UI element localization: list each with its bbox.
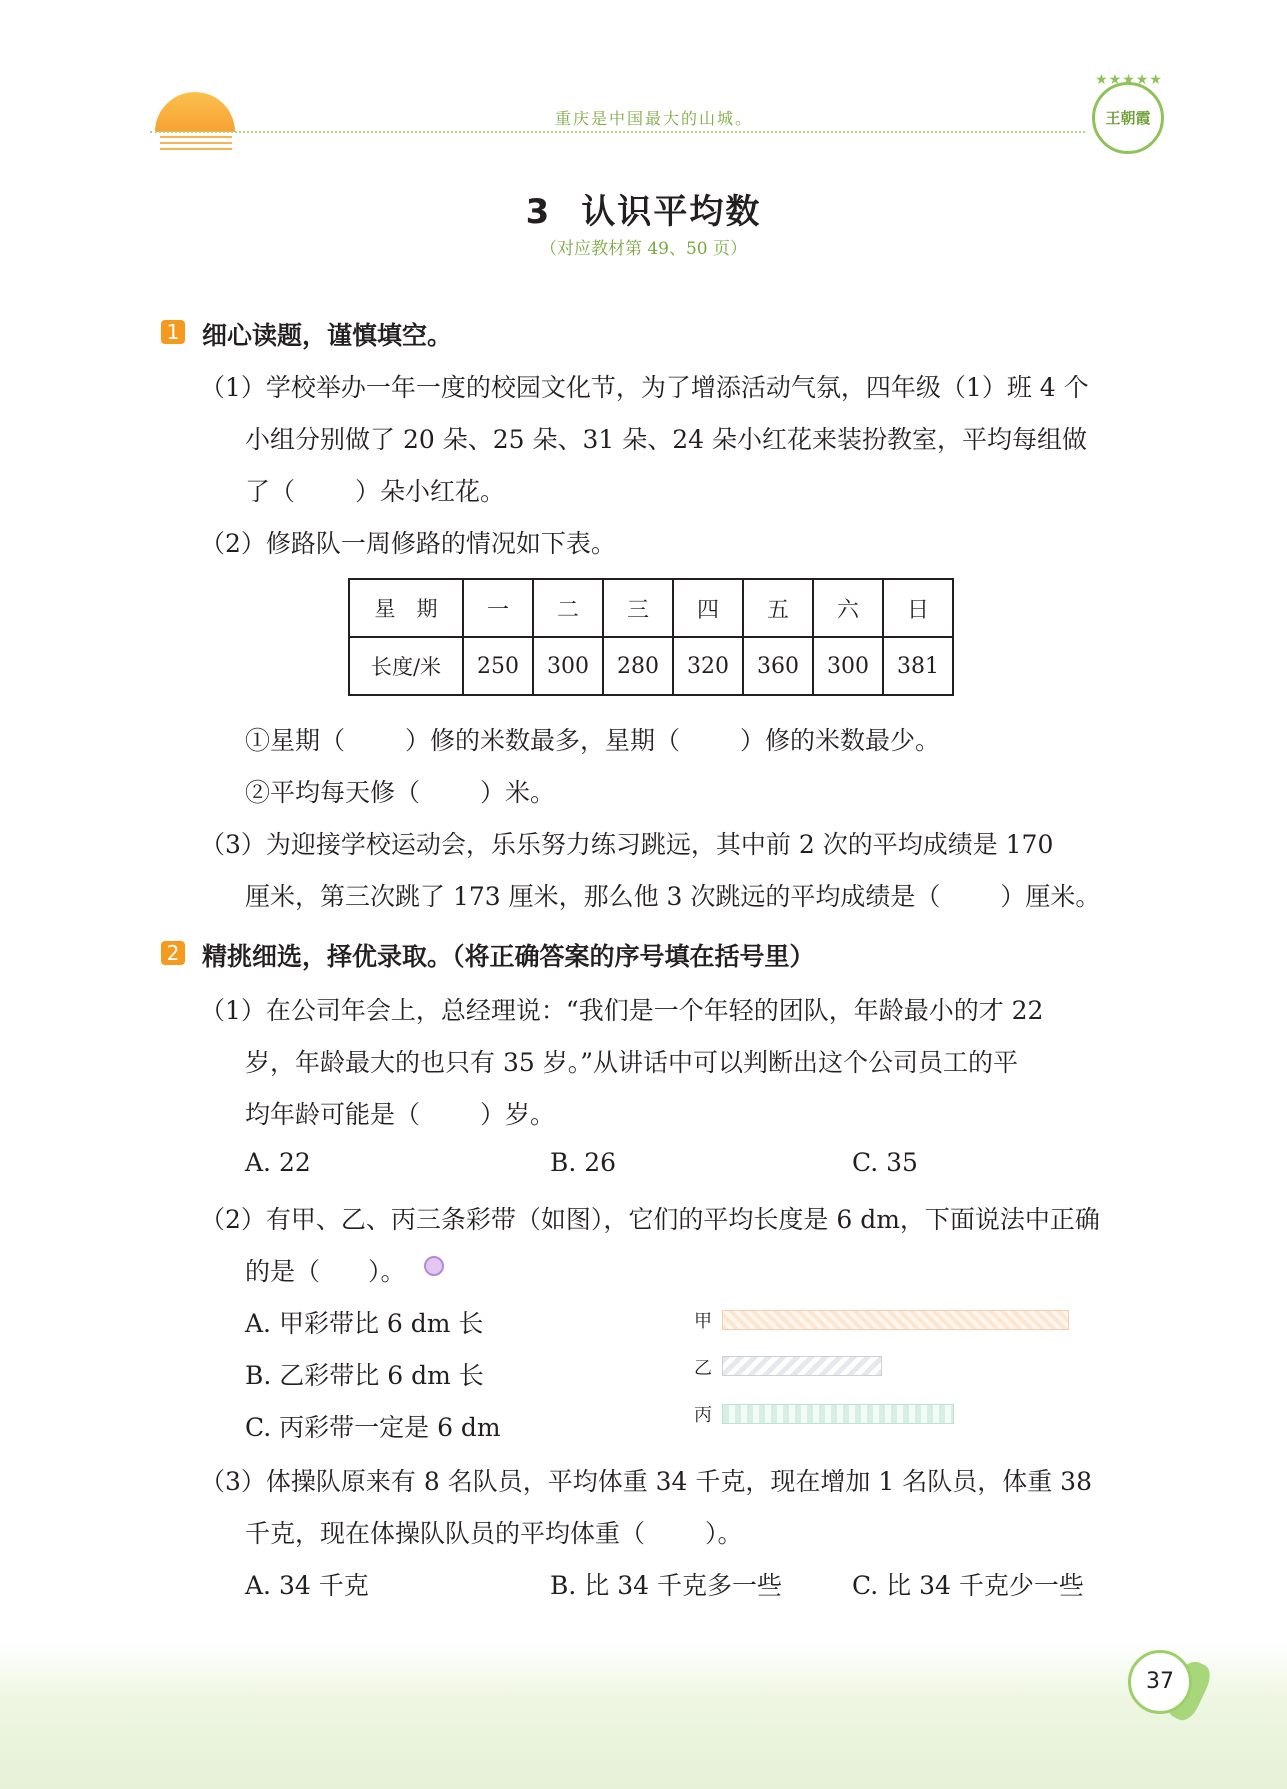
s2-q1-line1: （1）在公司年会上，总经理说：“我们是一个年轻的团队，年龄最小的才 22 — [200, 996, 1044, 1025]
table-row — [349, 637, 953, 695]
table-cell: 360 — [743, 637, 813, 695]
table-cell: 300 — [813, 637, 883, 695]
s2-q1-line2: 岁，年龄最大的也只有 35 岁。”从讲话中可以判断出这个公司员工的平 — [245, 1048, 1018, 1077]
table-row — [349, 579, 953, 637]
s1-q1-line2: 小组分别做了 20 朵、25 朵、31 朵、24 朵小红花来装扮教室，平均每组做 — [245, 425, 1087, 454]
s1-q2-intro: （2）修路队一周修路的情况如下表。 — [200, 529, 616, 558]
road-table — [348, 578, 954, 696]
ribbon-bing — [722, 1404, 954, 1424]
table-cell: 一 — [463, 579, 533, 637]
s1-q2-sub1-text-a: ①星期（ — [245, 726, 346, 755]
section2-title: 精挑细选，择优录取。（将正确答案的序号填在括号里） — [202, 942, 815, 971]
s1-q1-line3 — [245, 472, 505, 508]
section2-badge: 2 — [161, 941, 185, 965]
s2-q1-option-c: C. 35 — [852, 1148, 918, 1177]
hint-bulb-icon[interactable] — [424, 1256, 444, 1276]
ribbon-yi — [722, 1356, 882, 1376]
s2-q3-option-c: C. 比 34 千克少一些 — [852, 1571, 1084, 1600]
header-divider — [150, 131, 1085, 133]
s2-q3-option-a: A. 34 千克 — [245, 1571, 369, 1600]
s2-q1-option-a: A. 22 — [245, 1148, 311, 1177]
section1-badge: 1 — [161, 320, 185, 344]
s2-q1-option-b: B. 26 — [550, 1148, 617, 1177]
s2-q1-line3 — [245, 1095, 555, 1131]
brand-logo: 王朝霞 — [1092, 82, 1164, 154]
s1-q3-line2 — [245, 877, 1100, 913]
s2-q3-line2 — [245, 1514, 743, 1550]
footer-band — [0, 1640, 1287, 1789]
table-cell: 六 — [813, 579, 883, 637]
table-header-cell: 长度/米 — [349, 637, 463, 695]
s1-q2-sub1-text-c: ）修的米数最少。 — [740, 726, 941, 755]
title-number: 3 — [525, 192, 552, 232]
s2-q3-text-b: ）。 — [705, 1519, 743, 1548]
header-text: 重庆是中国最大的山城。 — [555, 109, 754, 128]
title-text: 认识平均数 — [581, 192, 762, 232]
ribbon-label-bing: 丙 — [694, 1405, 712, 1426]
s1-q2-sub2-text-a: ②平均每天修（ — [245, 778, 421, 807]
s2-q3-text-a: 千克，现在体操队队员的平均体重（ — [245, 1519, 646, 1548]
s2-q2-line1: （2）有甲、乙、丙三条彩带（如图），它们的平均长度是 6 dm，下面说法中正确 — [200, 1205, 1100, 1234]
ribbon-jia — [722, 1310, 1069, 1330]
table-cell: 250 — [463, 637, 533, 695]
table-cell: 日 — [883, 579, 953, 637]
s2-q2-text-a: 的是（ — [245, 1257, 321, 1286]
page-number: 37 — [1128, 1650, 1192, 1714]
table-cell: 381 — [883, 637, 953, 695]
s2-q2-line2 — [245, 1252, 406, 1288]
stars-icon: ★★★★★ — [1095, 72, 1163, 88]
s2-q2-text-b: ）。 — [368, 1257, 406, 1286]
s1-q2-sub2-text-b: ）米。 — [480, 778, 556, 807]
s2-q2-option-c: C. 丙彩带一定是 6 dm — [245, 1413, 501, 1442]
s1-q3-text-a: 厘米，第三次跳了 173 厘米，那么他 3 次跳远的平均成绩是（ — [245, 882, 941, 911]
s1-q2-sub2 — [245, 773, 555, 809]
table-header-cell: 星 期 — [349, 579, 463, 637]
s1-q3-text-b: ）厘米。 — [1000, 882, 1101, 911]
s2-q1-text-b: ）岁。 — [480, 1100, 556, 1129]
page-subtitle: （对应教材第 49、50 页） — [539, 239, 748, 259]
table-cell: 280 — [603, 637, 673, 695]
table-cell: 三 — [603, 579, 673, 637]
table-cell: 五 — [743, 579, 813, 637]
ribbon-label-jia: 甲 — [694, 1311, 712, 1332]
table-cell: 四 — [673, 579, 743, 637]
s1-q2-sub1-text-b: ）修的米数最多，星期（ — [405, 726, 681, 755]
s2-q3-option-b: B. 比 34 千克多一些 — [550, 1571, 782, 1600]
s1-q2-sub1 — [245, 721, 940, 757]
s2-q3-line1: （3）体操队原来有 8 名队员，平均体重 34 千克，现在增加 1 名队员，体重 38 — [200, 1467, 1092, 1496]
sunset-lines-icon — [160, 136, 232, 154]
section1-title: 细心读题，谨慎填空。 — [202, 321, 453, 350]
s2-q2-option-b: B. 乙彩带比 6 dm 长 — [245, 1361, 484, 1390]
ribbon-label-yi: 乙 — [694, 1358, 712, 1379]
s1-q1-line1: （1）学校举办一年一度的校园文化节，为了增添活动气氛，四年级（1）班 4 个 — [200, 373, 1089, 402]
s1-q1-text-a: 了（ — [245, 477, 296, 506]
table-cell: 300 — [533, 637, 603, 695]
s2-q2-option-a: A. 甲彩带比 6 dm 长 — [245, 1309, 484, 1338]
page-title — [0, 184, 1287, 233]
table-cell: 二 — [533, 579, 603, 637]
sun-icon — [155, 92, 235, 132]
s1-q1-text-b: ）朵小红花。 — [355, 477, 506, 506]
table-cell: 320 — [673, 637, 743, 695]
s2-q1-text-a: 均年龄可能是（ — [245, 1100, 421, 1129]
s1-q3-line1: （3）为迎接学校运动会，乐乐努力练习跳远，其中前 2 次的平均成绩是 170 — [200, 830, 1054, 859]
